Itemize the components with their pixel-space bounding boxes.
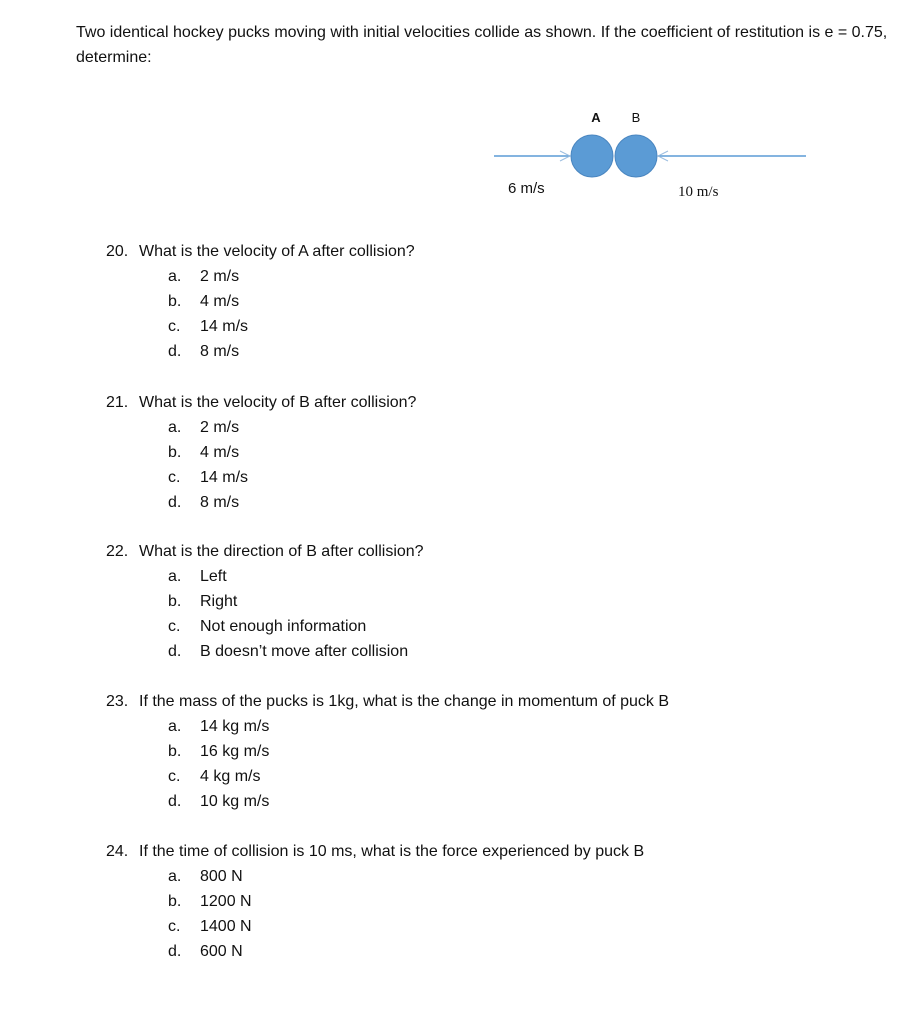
option-b: b. 1200 N [168,893,252,910]
question-title [106,689,669,714]
option-d: d. 8 m/s [168,494,240,511]
question-number: 21. [106,394,129,411]
option-b: b. 4 m/s [168,444,240,461]
question-20 [106,239,415,364]
question-21 [106,390,416,515]
question-number: 22. [106,543,129,560]
question-text: What is the direction of B after collision? [139,543,424,560]
question-text: What is the velocity of B after collision? [139,394,417,411]
question-text: What is the velocity of A after collision? [139,243,415,260]
option-c: c. Not enough information [168,618,367,635]
option-a: a. 2 m/s [168,268,240,285]
option-d: d. 600 N [168,943,243,960]
question-number: 24. [106,843,129,860]
option-d: d. 10 kg m/s [168,793,270,810]
collision-diagram [490,103,810,213]
option-b: b. 16 kg m/s [168,743,270,760]
label-a: A [591,110,601,125]
question-title [106,839,644,864]
puck-b [615,135,657,177]
problem-statement: Two identical hockey pucks moving with initial velocities collide as shown. If the coefficient of restitution is e = 0.75, determine: [76,24,888,66]
option-a: a. 800 N [168,868,243,885]
option-d: d. B doesn’t move after collision [168,643,409,660]
question-title [106,390,416,415]
question-title [106,239,415,264]
puck-a [571,135,613,177]
question-22 [106,539,424,664]
option-a: a. Left [168,568,227,585]
speed-b-label: 10 m/s [678,184,719,200]
question-number: 23. [106,693,129,710]
option-a: a. 2 m/s [168,419,240,436]
question-number: 20. [106,243,129,260]
option-d: d. 8 m/s [168,343,240,360]
speed-a-label: 6 m/s [508,180,545,197]
option-b: b. Right [168,593,238,610]
option-c: c. 14 m/s [168,318,249,335]
question-24 [106,839,644,964]
option-b: b. 4 m/s [168,293,240,310]
option-a: a. 14 kg m/s [168,718,270,735]
question-title [106,539,424,564]
question-23 [106,689,669,814]
option-c: c. 14 m/s [168,469,249,486]
label-b: B [631,110,641,125]
option-c: c. 1400 N [168,918,252,935]
option-c: c. 4 kg m/s [168,768,261,785]
question-text: If the mass of the pucks is 1kg, what is the change in momentum of puck B [139,693,670,710]
question-text: If the time of collision is 10 ms, what is the force experienced by puck B [139,843,645,860]
